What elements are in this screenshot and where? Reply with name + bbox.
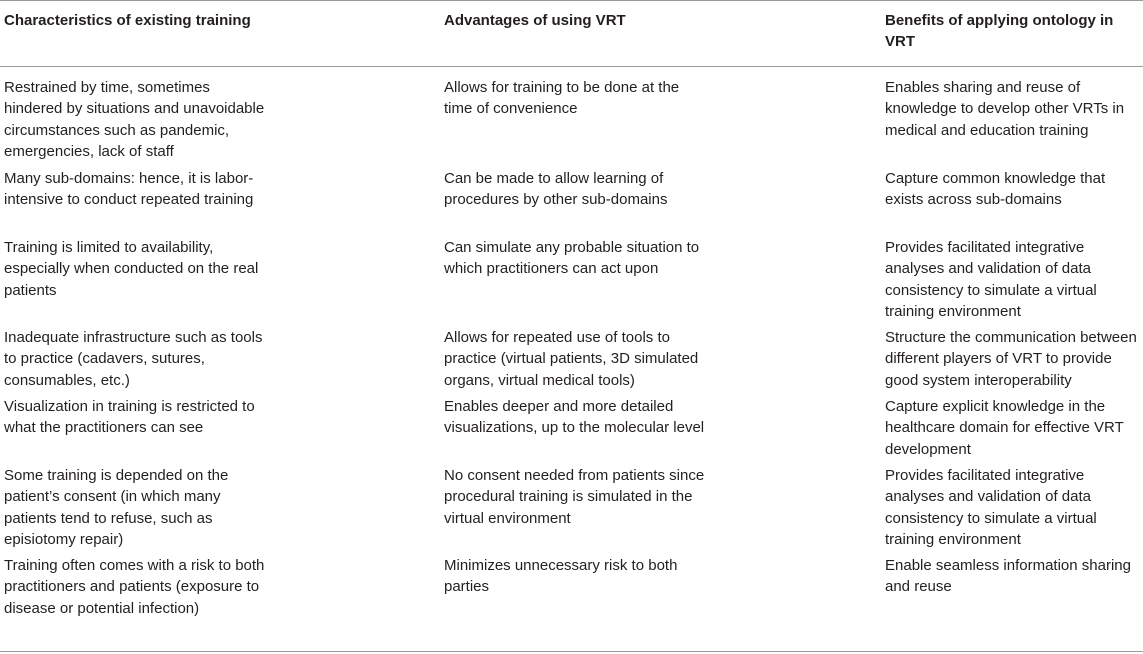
header-ontology-benefits: Benefits of applying ontology in VRT: [885, 12, 1114, 51]
cell-benefits: Capture common knowledge that exists across sub-domains: [885, 170, 1106, 209]
table-bottom-rule: [0, 651, 1143, 652]
cell-existing: Visualization in training is restricted to what the practitioners can see: [4, 398, 255, 437]
cell-benefits: Enables sharing and reuse of knowledge to develop other VRTs in medical and education training: [885, 79, 1125, 139]
cell-existing: Some training is depended on the patient’s consent (in which many patients tend to refuse, such as episiotomy repair): [4, 467, 229, 548]
header-existing-training: Characteristics of existing training: [4, 12, 251, 29]
cell-benefits: Structure the communication between different players of VRT to provide good system interoperability: [885, 329, 1137, 389]
table-header-rule: [0, 66, 1143, 67]
cell-benefits: Enable seamless information sharing and reuse: [885, 557, 1131, 596]
cell-benefits: Provides facilitated integrative analyses and validation of data consistency to simulate a virtual training environment: [885, 467, 1097, 548]
cell-advantages: Can be made to allow learning of procedures by other sub-domains: [444, 170, 668, 209]
cell-existing: Restrained by time, sometimes hindered by situations and unavoidable circumstances such as pandemic, emergencies, lack of staff: [4, 79, 265, 160]
cell-benefits: Provides facilitated integrative analyses and validation of data consistency to simulate a virtual training environment: [885, 239, 1097, 320]
cell-benefits: Capture explicit knowledge in the healthcare domain for effective VRT development: [885, 398, 1124, 458]
cell-existing: Training is limited to availability, especially when conducted on the real patients: [4, 239, 259, 299]
cell-existing: Training often comes with a risk to both practitioners and patients (exposure to disease or potential infection): [4, 557, 265, 617]
cell-existing: Many sub-domains: hence, it is labor-intensive to conduct repeated training: [4, 170, 254, 209]
header-vrt-advantages: Advantages of using VRT: [444, 12, 626, 29]
cell-advantages: Allows for training to be done at the time of convenience: [444, 79, 680, 118]
cell-advantages: Enables deeper and more detailed visualizations, up to the molecular level: [444, 398, 705, 437]
table-header-row: [0, 10, 1143, 62]
cell-advantages: Minimizes unnecessary risk to both parties: [444, 557, 678, 596]
cell-advantages: Can simulate any probable situation to which practitioners can act upon: [444, 239, 700, 278]
cell-existing: Inadequate infrastructure such as tools to practice (cadavers, sutures, consumables, etc.): [4, 329, 263, 389]
table-top-rule: [0, 0, 1143, 1]
cell-advantages: Allows for repeated use of tools to practice (virtual patients, 3D simulated organs, virtual medical tools): [444, 329, 699, 389]
cell-advantages: No consent needed from patients since procedural training is simulated in the virtual environment: [444, 467, 705, 527]
